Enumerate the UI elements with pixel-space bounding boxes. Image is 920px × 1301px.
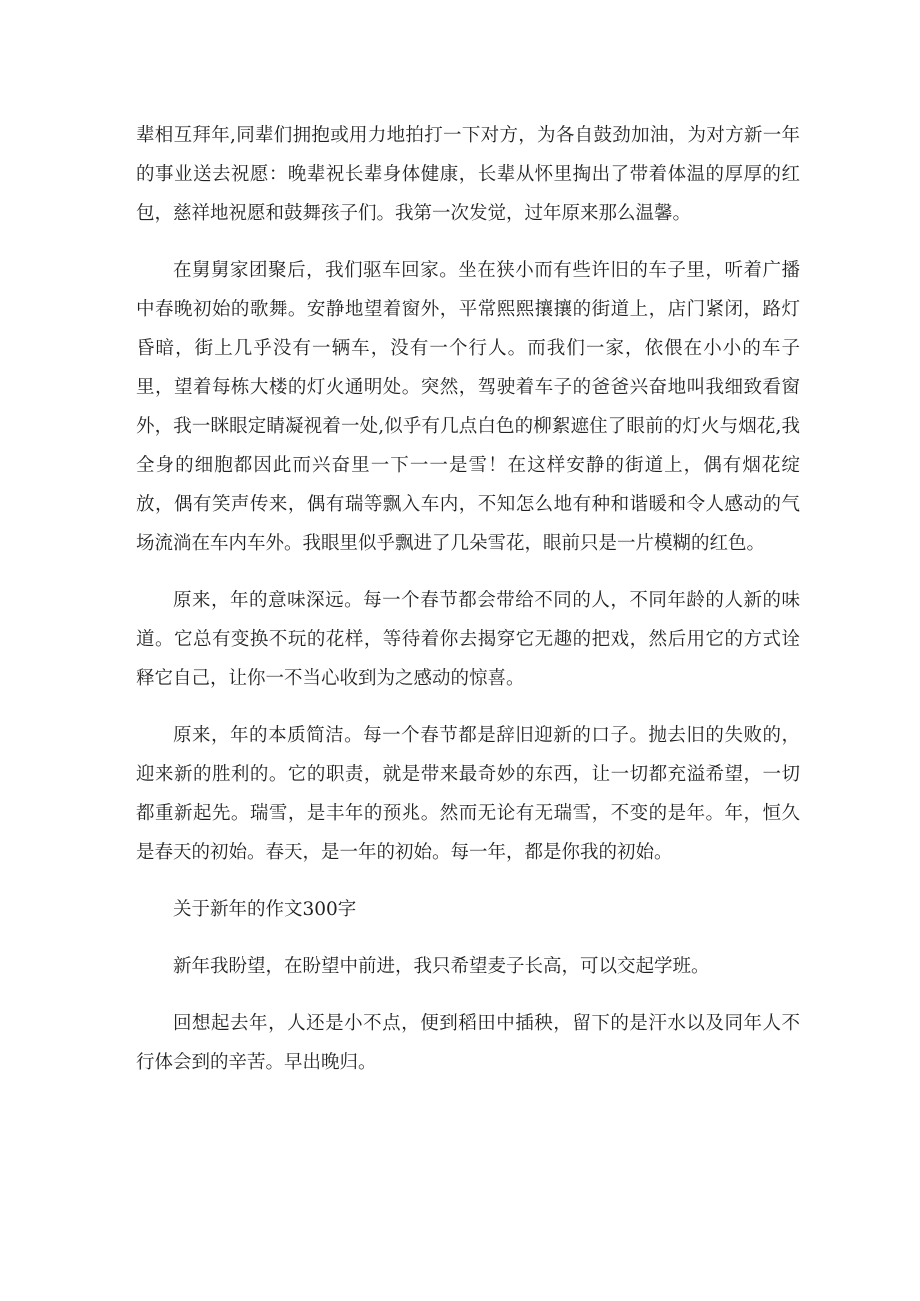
section-title: 关于新年的作文300字 [173, 899, 357, 920]
document-body [136, 116, 800, 1100]
section-paragraph-2: 回想起去年，人还是小不点，便到稻田中插秧，留下的是汗水以及同年人不行体会到的辛苦。早出晚归。 [136, 1013, 800, 1073]
paragraph-3: 原来，年的意味深远。每一个春节都会带给不同的人，不同年龄的人新的味道。它总有变换不玩的花样，等待着你去揭穿它无趣的把戏，然后用它的方式诠释它自己，让你一不当心收到为之感动的惊喜。 [136, 590, 800, 689]
section-paragraph-1: 新年我盼望，在盼望中前进，我只希望麦子长高，可以交起学班。 [173, 956, 710, 977]
paragraph-2: 在舅舅家团聚后，我们驱车回家。坐在狭小而有些许旧的车子里，听着广播中春晚初始的歌舞。安静地望着窗外，平常熙熙攘攘的街道上，店门紧闭，路灯昏暗，街上几乎没有一辆车，没有一个行人。而我们一家，依偎在小小的车子里，望着每栋大楼的灯火通明处。突然，驾驶着车子的爸爸兴奋地叫我细致看窗外，我一眯眼定睛凝视着一处,似乎有几点白色的柳絮遮住了眼前的灯火与烟花,我全身的细胞都因此而兴奋里一下一一是雪！在这样安静的街道上，偶有烟花绽放，偶有笑声传来，偶有瑞等飘入车内，不知怎么地有种和谐暖和令人感动的气场流淌在车内车外。我眼里似乎飘进了几朵雪花，眼前只是一片模糊的红色。 [136, 260, 800, 554]
paragraph-1: 辈相互拜年,同辈们拥抱或用力地拍打一下对方，为各自鼓劲加油，为对方新一年的事业送去祝愿：晚辈祝长辈身体健康，长辈从怀里掏出了带着体温的厚厚的红包，慈祥地祝愿和鼓舞孩子们。我第一次发觉，过年原来那么温馨。 [136, 125, 800, 224]
paragraph-4: 原来，年的本质简洁。每一个春节都是辞旧迎新的口子。抛去旧的失败的，迎来新的胜利的。它的职责，就是带来最奇妙的东西，让一切都充溢希望，一切都重新起先。瑞雪，是丰年的预兆。然而无论有无瑞雪，不变的是年。年，恒久是春天的初始。春天，是一年的初始。每一年，都是你我的初始。 [136, 725, 800, 863]
